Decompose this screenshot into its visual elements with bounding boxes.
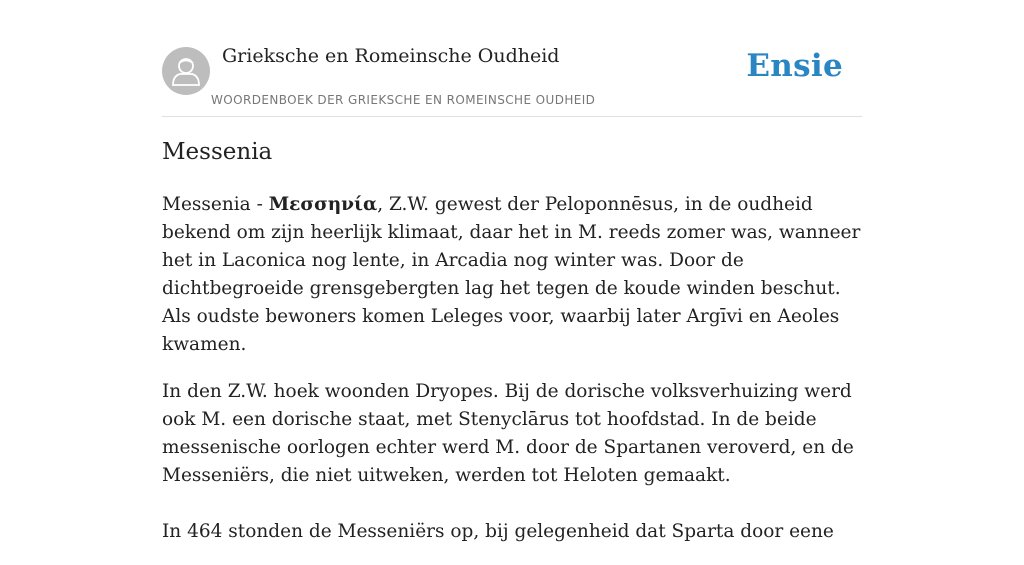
greek-term: Μεσσηνία — [268, 194, 378, 215]
entry-title: Messenia — [162, 139, 273, 165]
site-subtitle[interactable]: WOORDENBOEK DER GRIEKSCHE EN ROMEINSCHE OUDHEID — [211, 93, 596, 107]
site-header — [162, 0, 862, 117]
paragraph-3: In 464 stonden de Messeniërs op, bij gelegenheid dat Sparta door eene — [162, 521, 834, 542]
avatar[interactable] — [162, 47, 210, 95]
paragraph-1-text: , Z.W. gewest der Peloponnēsus, in de oudheid bekend om zijn heerlijk klimaat, daar het in M. reeds zomer was, wanneer het in Laconica nog lente, in Arcadia nog winter was. Door de dichtbegroeide grensgebergten lag het tegen de koude winden beschut. Als oudste bewoners komen Leleges voor, waarbij later Argīvi en Aeoles kwamen. — [162, 194, 861, 355]
paragraph-1-lead: Messenia - — [162, 194, 269, 215]
user-icon — [162, 47, 210, 95]
brand-logo[interactable]: Ensie — [746, 48, 843, 84]
site-title[interactable]: Grieksche en Romeinsche Oudheid — [222, 45, 560, 67]
paragraph-2: In den Z.W. hoek woonden Dryopes. Bij de dorische volksverhuizing werd ook M. een dorische staat, met Stenyclārus tot hoofdstad. In de beide messenische oorlogen echter werd M. door de Spartanen veroverd, en de Messeniërs, die niet uitweken, werden tot Heloten gemaakt. — [162, 381, 854, 486]
page-container — [162, 0, 862, 542]
paragraph-1 — [162, 191, 862, 359]
entry-body — [162, 191, 862, 565]
